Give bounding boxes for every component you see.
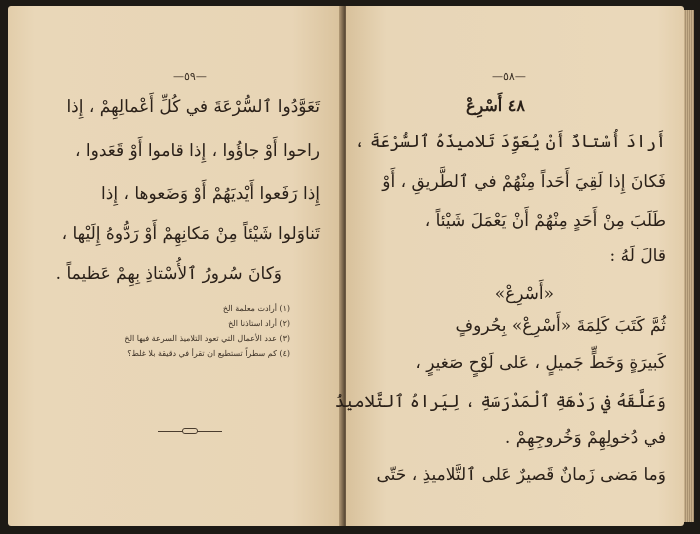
- text-line: راحوا أَوْ جاؤُوا ، إِذا قاموا أَوْ قَعَدوا ،: [75, 141, 320, 161]
- exercise-item: (٣) عدد الأعمال التي تعود التلاميذ السرعة فيها الخ: [124, 334, 290, 343]
- text-line: وَعَلَّقَهُ في رَدْهَةِ ٱلْمَدْرَسَةِ ، لِيَراهُ ٱلتَّلاميذُ: [334, 392, 666, 412]
- text-line: وَما مَضى زَمانٌ قَصيرٌ عَلى ٱلتَّلاميذِ ، حَتّى: [376, 465, 666, 485]
- text-line: تَعَوَّدُوا ٱلسُّرْعَةَ في كُلِّ أَعْمالِهِمْ ، إِذا: [66, 97, 320, 117]
- text-line: تَناوَلوا شَيْئاً مِنْ مَكانِهِمْ أَوْ رَدُّوهُ إِلَيْها ،: [61, 224, 320, 244]
- page-number-left: —٥٩—: [173, 70, 207, 83]
- text-line: إِذا رَفَعوا أَيْديَهُمْ أَوْ وَضَعوها ، إِذا: [101, 184, 320, 204]
- text-line: في دُخولِهِمْ وَخُروجِهِمْ .: [504, 428, 666, 448]
- left-page: [8, 6, 342, 526]
- text-line: كَبيرَةٍ وَخَطٍّ جَميلٍ ، عَلى لَوْحٍ صَغيرٍ ،: [415, 353, 666, 373]
- text-line: أَرادَ أُسْتاذٌ أَنْ يُعَوِّدَ تَلاميذَهُ ٱلسُّرْعَةَ ،: [354, 132, 666, 152]
- page-number-right: —٥٨—: [492, 70, 526, 83]
- text-line: قالَ لَهُ :: [609, 246, 666, 266]
- text-line: طَلَبَ مِنْ أَحَدٍ مِنْهُمْ أَنْ يَعْمَلَ شَيْئاً ،: [424, 211, 666, 231]
- text-line: وَكانَ سُرورُ ٱلأُسْتاذِ بِهِمْ عَظيماً .: [55, 264, 282, 284]
- exercise-item: (٤) كم سطراً تستطيع ان تقرأ في دقيقة بلا غلط؟: [127, 349, 290, 358]
- lesson-heading: ٤٨ أَسْرِعْ: [466, 96, 525, 115]
- right-page: [334, 6, 684, 526]
- exercise-item: (١) أرادت معلمة الخ: [222, 304, 290, 313]
- ornament-divider: [158, 428, 222, 434]
- text-line: ثُمَّ كَتَبَ كَلِمَةَ «أَسْرِعْ» بِحُروفٍ: [455, 316, 666, 336]
- text-line: فَكانَ إِذا لَقِيَ أَحَداً مِنْهُمْ في ٱلطَّريقِ ، أَوْ: [382, 172, 666, 192]
- exercise-item: (٢) أراد استاذنا الخ: [228, 319, 290, 328]
- page-edges: [684, 10, 694, 522]
- text-line: «أَسْرِعْ»: [494, 284, 554, 304]
